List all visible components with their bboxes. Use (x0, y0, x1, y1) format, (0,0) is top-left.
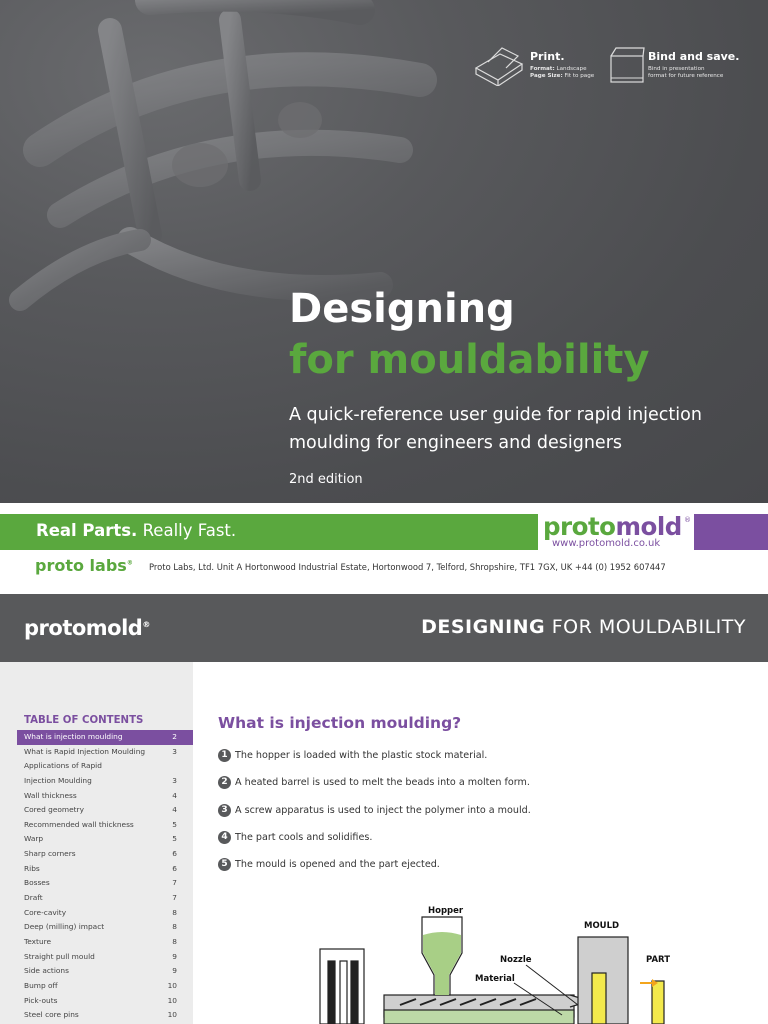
process-step (218, 748, 758, 775)
toc-item-page: 4 (172, 805, 177, 815)
toc-item-page: 7 (172, 893, 177, 903)
cover-title-line2: for mouldability (289, 337, 650, 383)
toc-item-page: 10 (167, 980, 177, 990)
toc-item-title: Applications of Rapid (24, 761, 102, 771)
toc-item-title: What is Rapid Injection Moulding (24, 746, 146, 756)
toc-item-page: 7 (172, 878, 177, 888)
print-size: Page Size: Fit to page (530, 73, 595, 79)
part-shape (640, 979, 664, 1024)
toc-item-title: Warp (24, 834, 44, 844)
toc-item[interactable] (17, 906, 193, 921)
protomold-logo-box (538, 514, 694, 550)
toc-item-page: 9 (172, 951, 177, 961)
toc-item[interactable] (17, 745, 193, 760)
toc-item-page: 3 (172, 746, 177, 756)
toc-item-title: What is injection moulding (24, 732, 123, 741)
toc-item-page: 5 (172, 819, 177, 829)
toc-item[interactable] (17, 759, 193, 774)
printer-icon (472, 46, 526, 86)
toc-item[interactable] (17, 891, 193, 906)
toc-item[interactable] (17, 920, 193, 935)
toc-item-title: Steel core pins (24, 1010, 79, 1020)
section-heading: What is injection moulding? (218, 714, 462, 732)
step-number-badge: 1 (218, 749, 231, 762)
registered-mark: ® (684, 516, 691, 524)
toc-item[interactable] (17, 730, 193, 745)
toc-item-title: Bump off (24, 980, 58, 990)
toc-item-title: Cored geometry (24, 805, 84, 815)
toc-item-page: 8 (172, 922, 177, 932)
toc-item[interactable] (17, 964, 193, 979)
toc-item-page: 3 (172, 775, 177, 785)
print-format: Format: Landscape (530, 66, 587, 72)
toc-item-page: 9 (172, 966, 177, 976)
toc-item-page: 10 (167, 1010, 177, 1020)
toc-item-title: Straight pull mould (24, 951, 95, 961)
toc-item[interactable] (17, 950, 193, 965)
diagram-label-nozzle: Nozzle (500, 955, 532, 965)
toc-sidebar (0, 662, 193, 1024)
toc-item-title: Texture (24, 936, 52, 946)
toc-item[interactable] (17, 876, 193, 891)
cover-subtitle: A quick-reference user guide for rapid injection moulding for engineers and designers (289, 405, 702, 453)
protomold-url[interactable]: www.protomold.co.uk (552, 538, 661, 549)
toc-item-title: Sharp corners (24, 849, 76, 859)
diagram-label-hopper: Hopper (428, 906, 464, 916)
toc-item-title: Draft (24, 893, 43, 903)
toc-item-title: Ribs (24, 863, 40, 873)
step-text: The part cools and solidifies. (235, 831, 373, 843)
diagram-label-material: Material (475, 974, 515, 984)
header-logo: protomold® (24, 616, 150, 640)
toc-item[interactable] (17, 862, 193, 877)
toc-item-title: Core-cavity (24, 907, 67, 917)
bind-line2: format for future reference (648, 73, 724, 79)
diagram-label-part: PART (646, 955, 670, 965)
proto-labs-logo: proto labs® (35, 556, 133, 575)
toc-item[interactable] (17, 803, 193, 818)
toc-item-title: Recommended wall thickness (24, 819, 134, 829)
toc-item-page: 2 (172, 732, 177, 741)
toc-item-title: Deep (milling) impact (24, 922, 105, 932)
step-number-badge: 5 (218, 858, 231, 871)
bind-line1: Bind in presentation (648, 66, 705, 72)
step-number-badge: 2 (218, 776, 231, 789)
page-header (0, 594, 768, 662)
machine-frame (320, 949, 364, 1024)
process-steps (218, 748, 758, 884)
toc-item-page: 8 (172, 907, 177, 917)
bind-info (608, 44, 758, 90)
process-step (218, 830, 758, 857)
purple-accent-block (694, 514, 768, 550)
step-number-badge: 3 (218, 804, 231, 817)
step-text: The hopper is loaded with the plastic stock material. (235, 750, 488, 761)
toc-item[interactable] (17, 789, 193, 804)
toc-item[interactable] (17, 1008, 193, 1023)
injection-moulding-diagram (300, 895, 700, 1024)
toc-list (17, 730, 193, 1023)
step-text: The mould is opened and the part ejected. (235, 859, 440, 871)
toc-item[interactable] (17, 979, 193, 994)
toc-item-title: Side actions (24, 966, 69, 976)
cover-title-line1: Designing (289, 286, 515, 332)
binder-icon (608, 46, 646, 86)
toc-item-page: 10 (167, 995, 177, 1005)
toc-item-page: 8 (172, 936, 177, 946)
protomold-logo: protomold (543, 512, 682, 541)
cover-edition: 2nd edition (289, 472, 363, 487)
step-number-badge: 4 (218, 831, 231, 844)
print-title: Print. (530, 50, 565, 63)
toc-item-page: 6 (172, 863, 177, 873)
hopper-shape (422, 917, 462, 995)
toc-item-title: Pick-outs (24, 995, 58, 1005)
toc-heading: TABLE OF CONTENTS (24, 715, 144, 726)
proto-labs-address: Proto Labs, Ltd. Unit A Hortonwood Industrial Estate, Hortonwood 7, Telford, Shropshire, TF1 7GX, UK +44 (0) 1952 607447 (149, 562, 666, 572)
slogan: Real Parts. Really Fast. (36, 521, 237, 540)
cover-panel (0, 0, 768, 503)
toc-item[interactable] (17, 994, 193, 1009)
toc-item[interactable] (17, 818, 193, 833)
diagram-label-mould: MOULD (584, 921, 620, 931)
process-step (218, 803, 758, 830)
bind-title: Bind and save. (648, 50, 740, 63)
toc-item-title: Injection Moulding (24, 775, 92, 785)
step-text: A screw apparatus is used to inject the polymer into a mould. (235, 804, 531, 816)
toc-item-title: Bosses (24, 878, 50, 888)
header-title: DESIGNING FOR MOULDABILITY (421, 616, 746, 638)
process-step (218, 775, 758, 802)
toc-item-page: 6 (172, 849, 177, 859)
process-step (218, 857, 758, 884)
toc-item-page: 4 (172, 790, 177, 800)
toc-item[interactable] (17, 847, 193, 862)
toc-item-page: 5 (172, 834, 177, 844)
proto-labs-row (0, 552, 768, 582)
step-text: A heated barrel is used to melt the beads into a molten form. (235, 777, 530, 789)
barrel (384, 995, 590, 1024)
toc-item-title: Wall thickness (24, 790, 77, 800)
slogan-band (0, 514, 768, 550)
mould-shape (578, 937, 628, 1024)
toc-item[interactable] (17, 774, 193, 789)
toc-item[interactable] (17, 935, 193, 950)
toc-item[interactable] (17, 832, 193, 847)
print-info (472, 44, 602, 90)
